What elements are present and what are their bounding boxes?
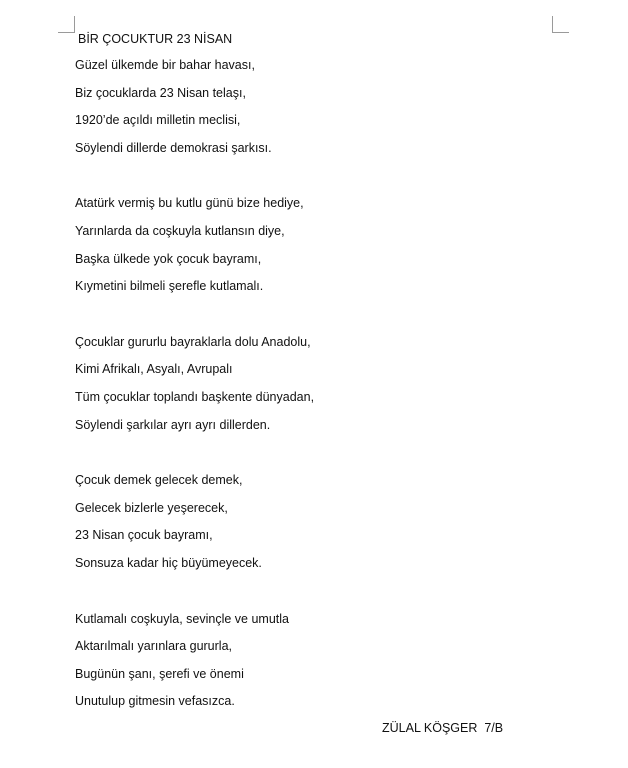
poem-line: Unutulup gitmesin vefasızca. xyxy=(75,694,235,709)
poem-line: Atatürk vermiş bu kutlu günü bize hediye, xyxy=(75,196,304,211)
poem-line: Gelecek bizlerle yeşerecek, xyxy=(75,500,228,515)
poem-line: Çocuklar gururlu bayraklarla dolu Anadolu, xyxy=(75,334,311,349)
poem-line: Güzel ülkemde bir bahar havası, xyxy=(75,58,255,72)
poem-line: Sonsuza kadar hiç büyümeyecek. xyxy=(75,555,262,570)
poem-line: Yarınlarda da coşkuyla kutlansın diye, xyxy=(75,223,285,238)
crop-mark-top-left xyxy=(58,16,75,33)
poem-line: Aktarılmalı yarınlara gururla, xyxy=(75,639,233,654)
poem-line: 23 Nisan çocuk bayramı, xyxy=(75,528,213,543)
poem-line: Kimi Afrikalı, Asyalı, Avrupalı xyxy=(75,362,233,377)
stanza-1 xyxy=(75,57,535,167)
poem-line: Biz çocuklarda 23 Nisan telaşı, xyxy=(75,85,246,100)
stanza-3 xyxy=(75,334,535,444)
poem-line: Tüm çocuklar toplandı başkente dünyadan, xyxy=(75,389,315,404)
poem-line: Kıymetini bilmeli şerefle kutlamalı. xyxy=(75,279,264,294)
poem-line: 1920’de açıldı milletin meclisi, xyxy=(75,113,241,128)
stanza-4 xyxy=(75,472,535,582)
stanza-2 xyxy=(75,195,535,305)
poem-line: Bugünün şanı, şerefi ve önemi xyxy=(75,666,244,681)
poem-line: Başka ülkede yok çocuk bayramı, xyxy=(75,251,262,266)
poem-line: Söylendi dillerde demokrasi şarkısı. xyxy=(75,140,272,155)
poem-line: Kutlamalı coşkuyla, sevinçle ve umutla xyxy=(75,611,289,626)
stanza-5 xyxy=(75,611,535,721)
poem-body xyxy=(75,57,535,749)
poem-line: Söylendi şarkılar ayrı ayrı dillerden. xyxy=(75,417,271,432)
crop-mark-top-right xyxy=(552,16,569,33)
poem-title: BİR ÇOCUKTUR 23 NİSAN xyxy=(78,32,233,46)
author-signature: ZÜLAL KÖŞGER 7/B xyxy=(382,721,504,735)
poem-line: Çocuk demek gelecek demek, xyxy=(75,473,243,488)
